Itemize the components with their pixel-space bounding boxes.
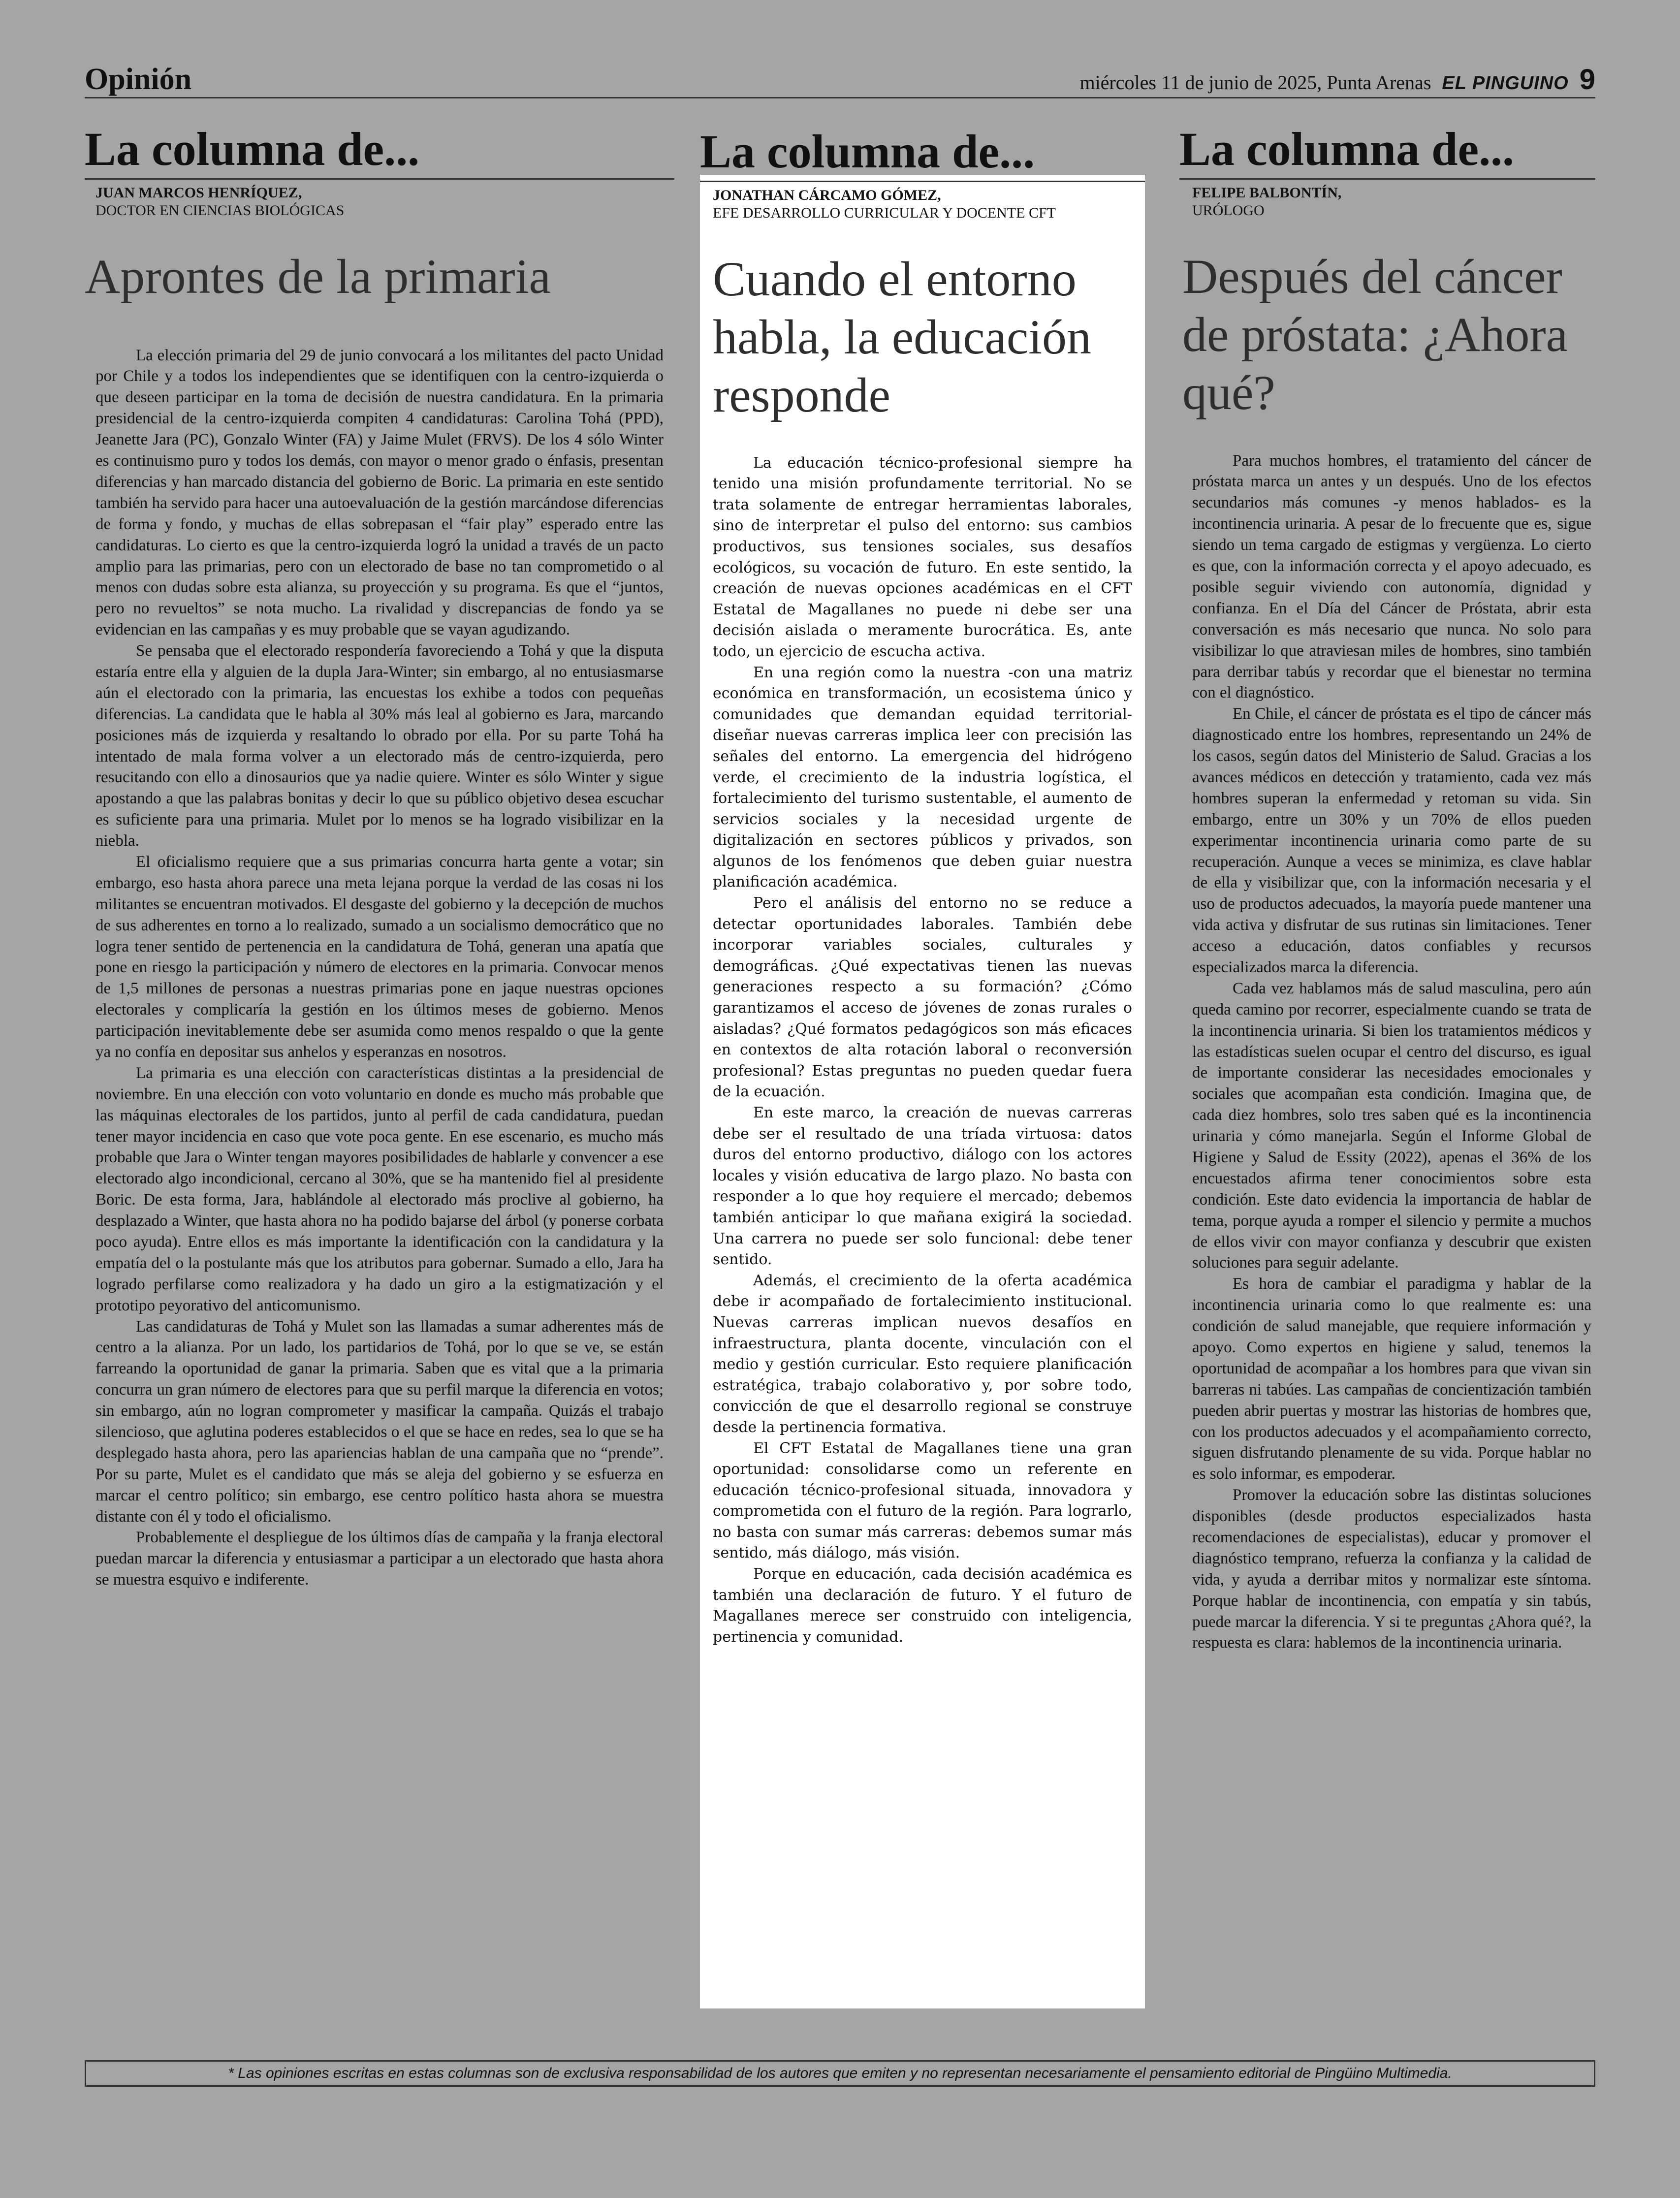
date-place: miércoles 11 de junio de 2025, Punta Arenas [1079, 71, 1431, 94]
paragraph: En una región como la nuestra -con una matriz económica en transformación, un ecosistema único y comunidades que demandan equidad territorial- diseñar nuevas carreras implica leer con precisión las señales del entorno. La emergencia del hidrógeno verde, el crecimiento de la industria logística, el fortalecimiento del turismo sustentable, el aumento de servicios sociales y la necesidad urgente de digitalización en sectores públicos y privados, son algunos de los fenómenos que deben guiar nuestra planificación académica. [713, 664, 1132, 891]
paragraph: La primaria es una elección con características distintas a la presidencial de noviembre. En una elección con voto voluntario en donde es mucho más probable que las máquinas electorales de los partidos, junto al perfil de cada candidatura, puedan tener mayor incidencia en caso que vote poca gente. En ese escenario, es mucho más probable que Jara o Winter tengan mayores posibilidades de hablarle y convencer a ese electorado algo incondicional, cercano al 30%, que se ha mantenido fiel al presidente Boric. De esta forma, Jara, hablándole al electorado más proclive al gobierno, ha desplazado a Winter, que hasta ahora no ha podido bajarse del árbol (y ponerse corbata poco ayuda). Entre ellos es más importante la identificación con la candidatura y la empatía del o la postulante más que los atributos para gobernar. Sumado a ello, Jara ha logrado perfilarse como realizadora y ha dado un giro a la estigmatización y el prototipo peyorativo del anticomunismo. [95, 1064, 664, 1314]
paragraph: La elección primaria del 29 de junio convocará a los militantes del pacto Unidad por Chile y a todos los independientes que se identifiquen con la centro-izquierda o que deseen participar en la toma de decisión de nuestra candidatura. En la primaria presidencial de la centro-izquierda compiten 4 candidaturas: Carolina Tohá (PPD), Jeanette Jara (PC), Gonzalo Winter (FA) y Jaime Mulet (FRVS). De los 4 sólo Winter es continuismo puro y todos los demás, con mayor o menor grado o énfasis, presentan diferencias y han marcado distancia del gobierno de Boric. La primaria en este sentido también ha servido para hacer una autoevaluación de la gestión marcándose diferencias de forma y fondo, y muchas de ellas sobrepasan el “fair play” esperado entre las candidaturas. Lo cierto es que la centro-izquierda logró la unidad a través de un pacto amplio para las primarias, pero con un electorado de base no tan comprometido o al menos con dudas sobre esta alianza, su proyección y su programa. Es que el “juntos, pero no revueltos” se nota mucho. La rivalidad y discrepancias de fondo ya se evidencian en las campañas y es muy probable que se vayan agudizando. [95, 346, 664, 639]
column-1 [85, 123, 674, 1591]
column-label: La columna de... [85, 123, 420, 175]
paragraph: Las candidaturas de Tohá y Mulet son las llamadas a sumar adherentes más de centro a la alianza. Por un lado, los partidarios de Tohá, por lo que se ve, se están farreando la oportunidad de ganar la primaria. Saben que es vital que a la primaria concurra un gran número de electores para que su perfil marque la diferencia en votos; sin embargo, aún no logran comprometer y masificar la campaña. Quizás el trabajo silencioso, que aglutina poderes establecidos o el que se hace en redes, sea lo que se ha desplegado hasta ahora, pero las apariencias hablan de una campaña que no “prende”. Por su parte, Mulet es el candidato que más se aleja del gobierno y se esfuerza en marcar el centro político; sin embargo, ese centro político hasta ahora se muestra distante con él y todo el oficialismo. [95, 1317, 664, 1526]
column-label: La columna de... [700, 125, 1035, 178]
paragraph: Para muchos hombres, el tratamiento del cáncer de próstata marca un antes y un después. Uno de los efectos secundarios más comunes -y menos hablados- es la incontinencia urinaria. A pesar de lo frecuente que es, sigue siendo un tema cargado de estigmas y vergüenza. Lo cierto es que, con la información correcta y el apoyo adecuado, es posible seguir viviendo con autonomía, dignidad y confianza. En el Día del Cáncer de Próstata, abrir esta conversación es más necesario que nunca. No solo para visibilizar lo que atraviesan miles de hombres, sino también para derribar tabús y recordar que el bienestar no termina con el diagnóstico. [1192, 451, 1591, 702]
paragraph: Probablemente el despliegue de los últimos días de campaña y la franja electoral puedan marcar la diferencia y entusiasmar a participar a un electorado que hasta ahora se muestra esquivo e indiferente. [95, 1529, 664, 1589]
author-name: JUAN MARCOS HENRÍQUEZ, [95, 184, 302, 201]
article-body [1179, 450, 1595, 1654]
paragraph: Pero el análisis del entorno no se reduce a detectar oportunidades laborales. También debe incorporar variables sociales, culturales y demográficas. ¿Qué expectativas tienen las nuevas generaciones respecto a su formación? ¿Cómo garantizamos el acceso de jóvenes de zonas rurales o aisladas? ¿Qué formatos pedagógicos son más eficaces en contextos de alta rotación laboral o reconversión profesional? Estas preguntas no pueden quedar fuera de la ecuación. [713, 894, 1132, 1101]
column-label: La columna de... [1179, 123, 1515, 175]
column-rule [700, 181, 1145, 182]
column-rule [85, 178, 674, 180]
author-role: DOCTOR EN CIENCIAS BIOLÓGICAS [95, 202, 345, 219]
paragraph: La educación técnico-profesional siempre ha tenido una misión profundamente territorial. No se trata solamente de entregar herramientas laborales, sino de interpretar el pulso del entorno: sus cambios productivos, sus tensiones sociales, sus desafíos ecológicos, su vocación de futuro. En este sentido, la creación de nuevas opciones académicas en el CFT Estatal de Magallanes no puede ni debe ser una decisión aislada o meramente burocrática. Es, ante todo, un ejercicio de escucha activa. [713, 454, 1132, 660]
column-3 [1179, 123, 1595, 1654]
article-body [85, 345, 674, 1591]
article-body [700, 453, 1145, 1648]
author-name: JONATHAN CÁRCAMO GÓMEZ, [713, 187, 941, 203]
column-rule [1179, 178, 1595, 180]
article-headline: Después del cáncer de próstata: ¿Ahora qué? [1182, 249, 1568, 420]
author-name: FELIPE BALBONTÍN, [1192, 184, 1342, 201]
section-title: Opinión [85, 63, 192, 96]
paragraph: Se pensaba que el electorado respondería favoreciendo a Tohá y que la disputa estaría entre ella y alguien de la dupla Jara-Winter; sin embargo, al no entusiasmarse aún el electorado con la primaria, las encuestas los exhibe a todos con pequeñas diferencias. La candidata que le habla al 30% más leal al gobierno es Jara, marcando posiciones más de izquierda y resaltando lo obrado por ella. Por su parte Tohá ha intentado de mala forma volver a un electorado más de centro-izquierda, pero resucitando con ello a dinosaurios que ya nadie quiere. Winter es sólo Winter y sigue apostando a que las palabras bonitas y decir lo que su público objetivo desea escuchar es suficiente para una primaria. Mulet por lo menos se ha logrado visibilizar en la niebla. [95, 642, 664, 850]
article-headline: Cuando el entorno habla, la educación responde [713, 251, 1092, 422]
paragraph: Además, el crecimiento de la oferta académica debe ir acompañado de fortalecimiento institucional. Nuevas carreras implican nuevos desafíos en infraestructura, planta docente, vinculación con el medio y gestión curricular. Esto requiere planificación estratégica, trabajo colaborativo y, por sobre todo, convicción de que el desarrollo regional se construye desde la pertinencia formativa. [713, 1272, 1132, 1436]
disclaimer-text: * Las opiniones escritas en estas columnas son de exclusiva responsabilidad de los autores que emiten y no representan necesariamente el pensamiento editorial de Pingüino Multimedia. [228, 2065, 1452, 2081]
paragraph: En este marco, la creación de nuevas carreras debe ser el resultado de una tríada virtuosa: datos duros del entorno productivo, diálogo con los actores locales y visión educativa de largo plazo. No basta con responder a lo que hoy requiere el mercado; debemos también anticipar lo que mañana exigirá la sociedad. Una carrera no puede ser solo funcional: debe tener sentido. [713, 1104, 1132, 1269]
page-header-info [1079, 63, 1595, 96]
paragraph: El CFT Estatal de Magallanes tiene una gran oportunidad: consolidarse como un referente en educación técnico-profesional situada, innovadora y comprometida con el futuro de la región. Para lograrlo, no basta con sumar más carreras: debemos sumar más sentido, más diálogo, más visión. [713, 1439, 1132, 1562]
footer-disclaimer [85, 2060, 1595, 2087]
author-role: URÓLOGO [1192, 202, 1265, 219]
author-role: EFE DESARROLLO CURRICULAR Y DOCENTE CFT [713, 204, 1056, 221]
article-headline: Aprontes de la primaria [85, 249, 551, 304]
paragraph: Es hora de cambiar el paradigma y hablar de la incontinencia urinaria como lo que realmente es: una condición de salud manejable, que requiere información y apoyo. Como expertos en higiene y salud, tenemos la oportunidad de acompañar a los hombres para que vivan sin barreras ni tabúes. Las campañas de concientización también pueden abrir puertas y mostrar las historias de hombres que, con los productos adecuados y el acompañamiento correcto, siguen disfrutando plenamente de su vida. Porque hablar no es solo informar, es empoderar. [1192, 1275, 1591, 1483]
paragraph: El oficialismo requiere que a sus primarias concurra harta gente a votar; sin embargo, eso hasta ahora parece una meta lejana porque la verdad de las cosas ni los militantes se encuentran motivados. El desgaste del gobierno y la decepción de muchos de sus adherentes en torno a lo realizado, sumado a un socialismo democrático que no logra tener sentido de pertenencia en la candidatura de Tohá, generan una apatía que pone en riesgo la participación y número de electores en la primaria. Convocar menos de 1,5 millones de personas a nuestras primarias pone en jaque nuestras opciones electorales y complicaría la gestión en los últimos meses de gobierno. Menos participación inevitablemente debe ser asumida como menos respaldo o que la gente ya no confía en depositar sus anhelos y esperanzas en nosotros. [95, 853, 664, 1061]
newspaper-brand: EL PINGUINO [1442, 73, 1569, 94]
page-number: 9 [1579, 64, 1595, 96]
paragraph: Promover la educación sobre las distintas soluciones disponibles (desde productos especializados hasta recomendaciones de especialistas), educar y promover el diagnóstico temprano, refuerza la confianza y la calidad de vida, y ayuda a derribar mitos y normalizar este síntoma. Porque hablar de incontinencia, con empatía y sin tabús, puede marcar la diferencia. Y si te preguntas ¿Ahora qué?, la respuesta es clara: hablemos de la incontinencia urinaria. [1192, 1486, 1591, 1652]
header-rule [85, 97, 1595, 98]
column-2 [700, 125, 1145, 1648]
paragraph: Porque en educación, cada decisión académica es también una declaración de futuro. Y el futuro de Magallanes merece ser construido con inteligencia, pertinencia y comunidad. [713, 1565, 1132, 1646]
paragraph: En Chile, el cáncer de próstata es el tipo de cáncer más diagnosticado entre los hombres, representando un 24% de los casos, según datos del Ministerio de Salud. Gracias a los avances médicos en detección y tratamiento, cada vez más hombres superan la enfermedad y retoman su vida. Sin embargo, entre un 30% y un 70% de ellos pueden experimentar incontinencia urinaria como parte de su recuperación. Aunque a veces se minimiza, es clave hablar de ella y visibilizar que, con la información necesaria y el uso de productos adecuados, la mayoría puede mantener una vida activa y disfrutar de sus rutinas sin limitaciones. Tener acceso a educación, datos confiables y recursos especializados marca la diferencia. [1192, 705, 1591, 976]
paragraph: Cada vez hablamos más de salud masculina, pero aún queda camino por recorrer, especialmente cuando se trata de la incontinencia urinaria. Si bien los tratamientos médicos y las estadísticas suelen ocupar el centro del discurso, es igual de importante considerar las necesidades emocionales y sociales que acompañan esta condición. Imagina que, de cada diez hombres, solo tres saben qué es la incontinencia urinaria y cómo manejarla. Según el Informe Global de Higiene y Salud de Essity (2022), apenas el 36% de los encuestados afirma tener conocimientos sobre esta condición. Este dato evidencia la importancia de hablar de tema, porque ayuda a romper el silencio y permite a muchos de ellos vivir con mayor confianza y descubrir que existen soluciones para seguir adelante. [1192, 979, 1591, 1272]
